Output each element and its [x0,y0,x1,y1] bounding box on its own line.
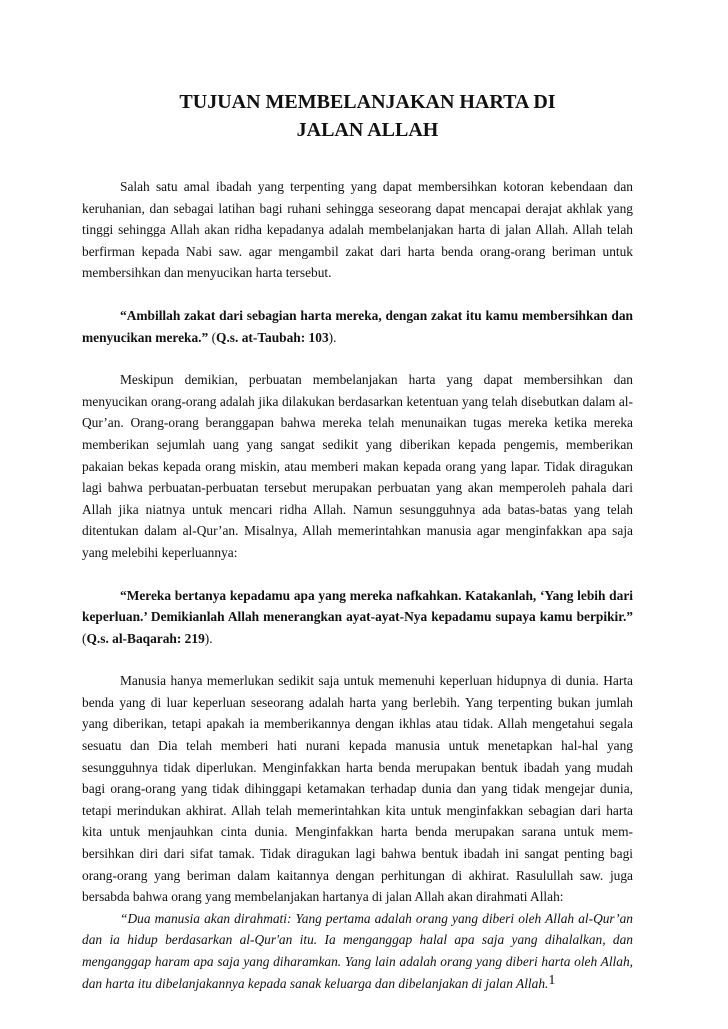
quote-ref-close: ). [204,630,213,646]
quote-reference: Q.s. al-Baqarah: 219 [86,630,205,646]
hadith-quote [82,908,633,994]
quote-text: “Mereka bertanya kepadamu apa yang mereka nafkahkan. Katakanlah, ‘Yang lebih dari keperluan.’ Demikianlah Allah menerangkan ayat-ayat-Nya kepadamu supaya kamu berpikir.” [82,587,633,625]
footnote-marker[interactable]: 1 [548,972,556,988]
page-title [82,88,633,144]
quote-at-taubah [82,305,633,348]
paragraph-needs: Manusia hanya memerlukan sedikit saja untuk memenuhi keperluan hidupnya di dunia. Harta benda yang di luar keperluan seseorang adalah harta yang berlebih. Yang terpenting bukan jumlah yang diberikan, tetapi apakah ia memberikannya dengan ikhlas atau tidak. Allah mengetahui segala sesuatu dan Dia telah memberi hati nurani kepada manusia untuk menetapkan hal-hal yang sesungguhnya tidak diperlukan. Menginfakkan harta benda merupakan bentuk ibadah yang mudah bagi orang-orang yang tidak dihinggapi ketamakan terhadap dunia dan yang tidak mengejar dunia, tetapi merindukan akhirat. Allah telah memerintahkan kita untuk menginfakkan sebagian dari harta kita untuk menjauhkan cinta dunia. Menginfakkan harta benda merupakan sarana untuk mem-bersihkan diri dari sifat tamak. Tidak diragukan lagi bahwa bentuk ibadah ini sangat penting bagi orang-orang yang beriman dalam kaitannya dengan perhitungan di akhirat. Rasulullah saw. juga bersabda bahwa orang yang membelanjakan hartanya di jalan Allah akan dirahmati Allah: [82,673,633,905]
quote-ref-open: ( [82,630,87,646]
quote-al-baqarah [82,585,633,650]
quote-ref-open: ( [208,329,217,345]
quote-reference: Q.s. at-Taubah: 103 [216,329,329,345]
quote-ref-close: ). [328,329,337,345]
hadith-text: “Dua manusia akan dirahmati: Yang pertama adalah orang yang diberi oleh Allah al-Qur’an dan ia hidup berdasarkan al-Qur'an itu. Ia menganggap halal apa saja yang dihalalkan, dan menganggap haram apa saja yang diharamkan. Yang lain adalah orang yang diberi harta oleh Allah, dan harta itu dibelanjakannya kepada sanak keluarga dan dibelanjakan di jalan Allah. [82,910,633,991]
title-line-1: TUJUAN MEMBELANJAKAN HARTA DI [179,91,556,113]
paragraph-intro: Salah satu amal ibadah yang terpenting yang dapat membersihkan kotoran kebendaan dan keruhanian, dan sebagai latihan bagi ruhani sehingga seseorang dapat mencapai derajat akhlak yang tinggi sehingga Allah akan ridha kepadanya adalah membelanjakan harta di jalan Allah. Allah telah berfirman kepada Nabi saw. agar mengambil zakat dari harta benda orang-orang beriman untuk membersihkan dan menyucikan harta tersebut. [82,179,633,281]
quote-text: “Ambillah zakat dari sebagian harta mereka, dengan zakat itu kamu membersihkan dan menyucikan mereka.” [82,307,633,345]
title-line-2: JALAN ALLAH [296,119,439,141]
paragraph-quran-limits: Meskipun demikian, perbuatan membelanjakan harta yang dapat membersihkan dan menyucikan orang-orang adalah jika dilakukan berdasarkan ketentuan yang telah disebutkan dalam al-Qur’an. Orang-orang beranggapan bahwa mereka telah menunaikan tugas mereka ketika mereka memberikan sejumlah uang yang sangat sedikit yang diberikan kepada pengemis, memberikan pakaian bekas kepada orang miskin, atau memberi makan kepada orang yang lapar. Tidak diragukan lagi bahwa perbuatan-perbuatan tersebut merupakan perbuatan yang akan memperoleh pahala dari Allah jika niatnya untuk mencari ridha Allah. Namun sesungguhnya ada batas-batas yang telah ditentukan dalam al-Qur’an. Misalnya, Allah memerintahkan manusia agar menginfakkan apa saja yang melebihi keperluannya: [82,372,633,560]
